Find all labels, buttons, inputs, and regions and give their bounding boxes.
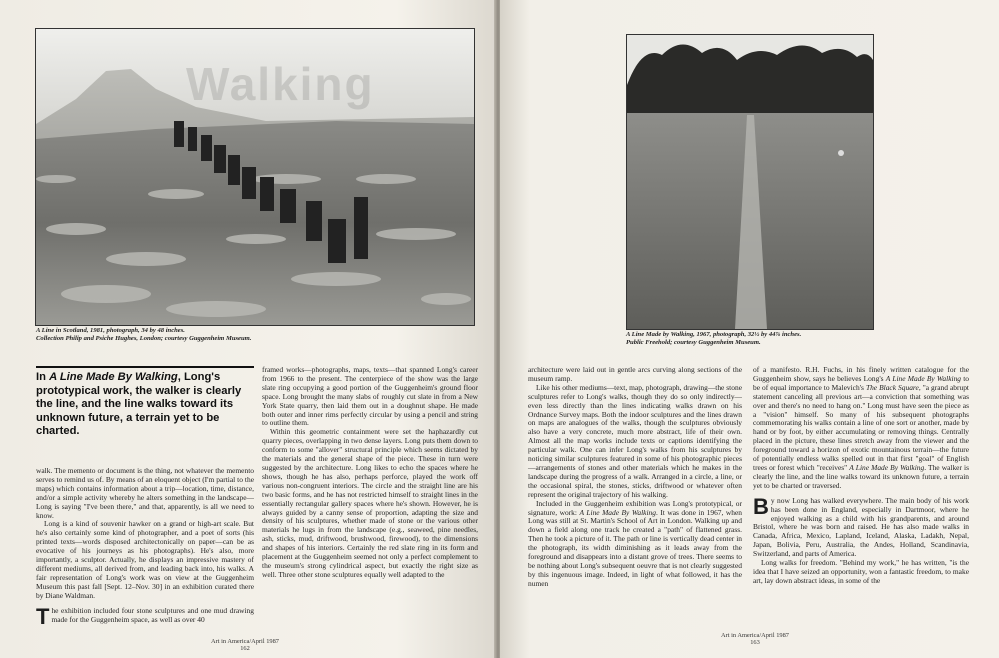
paragraph-text: . It was done in 1967, when Long was still at St. Martin's School of Art in London. Walking up and down a field along one track he created a "path" of flattened grass. Then he took a picture of it. The path or line is vertically dead center in the photograph, its width diminishing as it leads away from the foreground and disappears into a distant grove of trees. There seems to be nothing about Long's subsequent oeuvre that is not clearly suggested by this ingenuous image. Indeed, in light of what followed, it has the numen: [528, 507, 742, 588]
paragraph: Long walks for freedom. "Behind my work," he has written, "is the idea that I have seized an opportunity, won a fantastic freedom, to make art, lay down abstract ideas, in some of the: [753, 558, 969, 585]
text-column-1: [36, 466, 254, 629]
pull-quote: [36, 366, 254, 439]
text-column-3: [528, 366, 742, 589]
page-number: 163: [750, 639, 760, 646]
caption-line-1: A Line Made by Walking, 1967, photograph, 32½ by 44⅞ inches.: [626, 331, 802, 338]
pullquote-post: , Long's prototypical work, the walker is clearly the line, and the line walks toward its unknown future, a terrain yet to be charted.: [36, 371, 242, 438]
paragraph-dropcap: [36, 603, 254, 629]
page-footer: [690, 632, 820, 646]
photo-caption: [626, 331, 886, 347]
drop-cap: B: [753, 493, 769, 519]
ghost-title: Walking: [186, 58, 375, 110]
paragraph-text: Included in the Guggenheim exhibition was Long's prototypical, or signature, work:: [528, 498, 742, 517]
caption-line-2: Public Freehold; courtesy Guggenheim Museum.: [626, 339, 761, 346]
artwork-title: A Line Made By Walking: [579, 507, 656, 517]
landscape-illustration: [36, 29, 474, 325]
artwork-title: A Line Made By Walking: [885, 373, 962, 383]
caption-line-1: A Line in Scotland, 1981, photograph, 34 by 48 inches.: [36, 327, 185, 334]
paragraph: [753, 366, 969, 491]
paragraph: [528, 500, 742, 589]
caption-line-2: Collection Philip and Psiche Hughes, London; courtesy Guggenheim Museum.: [36, 335, 252, 342]
paragraph: Within this geometric containment were set the haphazardly cut quarry pieces, overlapping in two dense layers. Long puts them down to conform to some "allover" structural principle which seems dictated by the materials and the general shape of the piece. These in turn were suggested by the architecture. Long likes to echo the spaces where he shows, though he has also, perhaps perforce, played the work off various non-congruent interiors. The circle and the straight line are his two basic forms, and he has not restricted himself to straight lines in the essentially rectangular gallery spaces where he's shown. However, he is always guided by a canny sense of proportion, adapting the size and density of his sculptures, whether made of stone or the various other materials he lugs in from the landscape (e.g., seaweed, pine needles, ash, sticks, mud, driftwood, brushwood, firewood), to the dimensions and shapes of his interiors. Certainly the red slate ring in its form and placement at the Guggenheim seemed not only a perfect complement to the museum's strong cylindrical aspect, but exactly the right size as well. Three other stone sculptures equally well adapted to the: [262, 427, 478, 579]
paragraph: Like his other mediums—text, map, photograph, drawing—the stone sculptures refer to Long's walks, though they do so only indirectly—even less directly than the lines indicating walks drawn on his Ordnance Survey maps. Both the indoor sculptures and the lines drawn on maps are analogues of the walks, though the sculptures obviously also have a very concrete, much more abstract, life of their own. Almost all the map works include texts or captions identifying the particular walk. One can infer Long's walks from his sculptures by noticing similar sculptures featured in some of his photographic pieces—arrangements of stones and other materials which he makes in the landscape during the progress of a walk. Arranged in a circle, a line, or the occasional spiral, the stones, sticks, driftwood or whatever often represent the original trajectory of his walking.: [528, 382, 742, 499]
pullquote-pre: In: [36, 371, 50, 383]
photo-line-in-scotland: [35, 28, 475, 326]
field-illustration: [627, 35, 873, 329]
drop-cap: T: [36, 603, 50, 629]
paragraph: Long is a kind of souvenir hawker on a grand or high-art scale. But he's also certainly some kind of photographer, and a poet of sorts (his printed texts—words disposed architectonically on paper—can be as evocative of his journeys as his photographs). He's also, more importantly, a sculptor. Actually, he displays an impressive mastery of different mediums, all derived from, and leading back into, his walks. A fair representation of Long's work was on view at the Guggenheim Museum this past fall [Sept. 12–Nov. 30] in an exhibition curated there by Diane Waldman.: [36, 519, 254, 600]
text-column-4: [753, 366, 969, 586]
paragraph-text: . The walker is clearly the line, and the line walks toward its unknown future, a terrain yet to be charted or traversed.: [753, 462, 970, 490]
right-page: [500, 0, 999, 658]
paragraph-text: of a manifesto. R.H. Fuchs, in his finely written catalogue for the Guggenheim show, says he believes Long's: [753, 365, 969, 383]
artwork-title: A Line Made By Walking: [849, 462, 925, 472]
page-number: 162: [240, 645, 250, 652]
photo-caption: [36, 327, 456, 343]
paragraph-dropcap: [753, 493, 969, 559]
paragraph-text: to be of equal importance to Malevich's: [753, 373, 969, 392]
paragraph-text: , "a grand abrupt statement canceling all previous art—a conviction that something was over and there's no need to hang on." Long must have seen the piece as a "vision" himself. So many of his subsequent photographs commemorating his walks contain a line of one sort or another, made by hand or by foot, by either accumulating or removing things. Centrally placed in the picture, these lines stretch away from the viewer and the foreground toward a horizon of exotic mountainous terrain—the future of potentially endless walks spelled out in that first "goal" of English trees or forest which "receives": [753, 382, 969, 472]
artwork-title: The Black Square: [865, 382, 919, 392]
paragraph: framed works—photographs, maps, texts—that spanned Long's career from 1966 to the present. The centerpiece of the show was the large slate ring occupying a good portion of the Guggenheim's ground floor space. Long brought the many slabs of roughly cut slate in from a New York State quarry, then laid them out in a doughnut shape. He made both outer and inner rims perfectly circular by using a pencil and string to outline them.: [262, 365, 478, 428]
paragraph-text: y now Long has walked everywhere. The main body of his work has been done in England, especially in Dartmoor, where he enjoyed walking as a child with his grandparents, and around Bristol, where he was born and raised. He has also made walks in Canada, Africa, Mexico, Lapland, Iceland, Alaska, Ladakh, Nepal, Japan, Bolivia, Peru, Australia, the Andes, Holland, Scandinavia, Switzerland, and parts of America.: [753, 495, 969, 559]
footer-publication: Art in America/April 1987: [721, 632, 789, 639]
left-page: [0, 0, 496, 658]
pullquote-title: A Line Made By Walking: [49, 371, 178, 383]
page-footer: [180, 638, 310, 652]
paragraph: architecture were laid out in gentle arcs curving along sections of the museum ramp.: [528, 365, 742, 383]
photo-line-made-by-walking: [626, 34, 874, 330]
footer-publication: Art in America/April 1987: [211, 638, 279, 645]
paragraph-text: he exhibition included four stone sculptures and one mud drawing made for the Guggenheim space, as well as over 40: [51, 605, 254, 624]
text-column-2: [262, 366, 478, 580]
paragraph: walk. The memento or document is the thing, not whatever the memento serves to remind us of. By means of an eloquent object (I'm partial to the maps) which contains information about a trip—location, time, distance, and/or a simple activity whereby he alters something in the landscape—Long is saying "I've been there," and that, apparently, is all we need to know.: [36, 466, 254, 520]
